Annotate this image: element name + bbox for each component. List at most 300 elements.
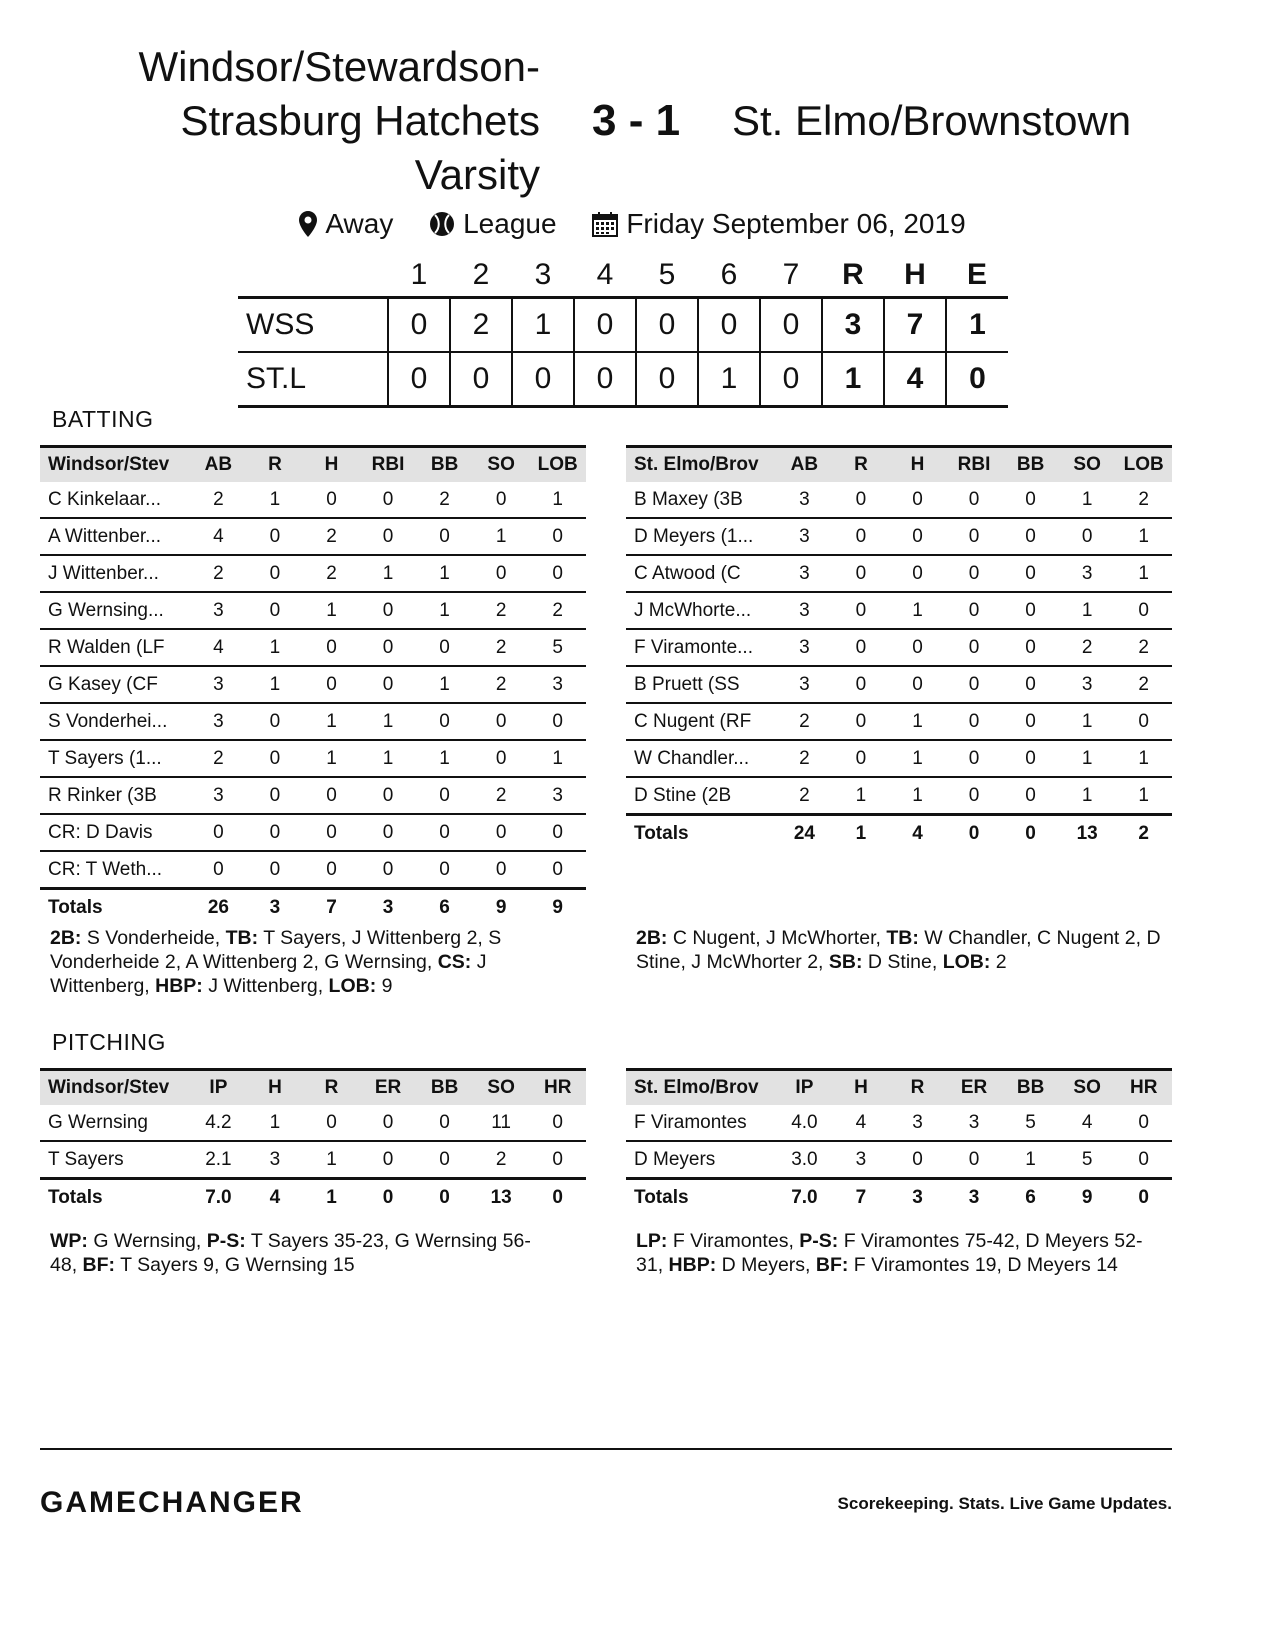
player-row <box>40 703 586 740</box>
stat-cell: 1 <box>1081 784 1093 806</box>
home-team-line: Windsor/Stewardson- <box>138 43 540 90</box>
batting-section-title: BATTING <box>52 406 154 432</box>
stat-column-header: SO <box>473 447 530 483</box>
stat-cell: 1 <box>416 592 473 629</box>
stat-cell: 1 <box>326 1148 337 1170</box>
totals-cell: 1 <box>303 1179 360 1216</box>
stat-cell: 0 <box>473 703 530 740</box>
stat-cell: 3 <box>529 777 586 814</box>
home-pitching-table <box>40 1068 586 1215</box>
stat-cell: 3 <box>776 629 833 666</box>
stat-cell: 3 <box>776 482 833 518</box>
stat-cell: 2 <box>190 740 247 777</box>
stat-cell: 0 <box>529 555 586 592</box>
player-row <box>40 814 586 851</box>
totals-cell: 13 <box>473 1179 530 1216</box>
stat-column-header: HR <box>1115 1070 1172 1106</box>
stat-column-header: H <box>247 1070 304 1106</box>
player-row <box>40 740 586 777</box>
stat-column-header: RBI <box>946 447 1003 483</box>
stat-cell: 0 <box>552 1148 563 1170</box>
totals-cell: 0 <box>1115 1179 1172 1216</box>
team-abbr: WSS <box>238 298 388 353</box>
stat-cell: 0 <box>968 784 980 806</box>
home-team-line: Strasburg Hatchets <box>180 97 540 144</box>
stat-cell: 2 <box>473 777 530 814</box>
stat-column-header: IP <box>776 1070 833 1106</box>
note-label: P-S: <box>799 1230 839 1252</box>
note-label: SB: <box>828 951 863 973</box>
stat-cell: 3 <box>1059 666 1116 703</box>
player-name: CR: D Davis <box>40 814 190 851</box>
stat-cell: 5 <box>1002 1105 1059 1141</box>
stat-cell: 3 <box>776 666 833 703</box>
stat-cell: 0 <box>833 703 890 740</box>
home-batting-notes <box>50 926 550 998</box>
totals-cell: 7.0 <box>776 1179 833 1216</box>
stat-cell: 2 <box>190 482 247 518</box>
team-column-header: St. Elmo/Brov <box>626 1070 776 1106</box>
stat-cell: 3 <box>529 666 586 703</box>
totals-label: Totals <box>626 815 776 852</box>
stat-cell: 3 <box>776 592 833 629</box>
totals-cell: 0 <box>529 1179 586 1216</box>
stat-column-header: SO <box>1059 1070 1116 1106</box>
note-label: LP: <box>636 1230 668 1252</box>
hits-total: 7 <box>884 298 946 353</box>
note-text: 9 <box>376 975 393 997</box>
stat-cell: 0 <box>1002 666 1059 703</box>
stat-cell: 4 <box>1059 1105 1116 1141</box>
baseball-icon <box>429 211 455 237</box>
totals-row <box>626 1179 1172 1216</box>
stat-cell: 0 <box>833 482 890 518</box>
note-text: T Sayers 35-23, G Wernsing 56-48, <box>50 1230 531 1276</box>
player-row <box>626 629 1172 666</box>
stat-cell: 3 <box>190 703 247 740</box>
line-score-row <box>238 352 1008 407</box>
inning-header: 6 <box>720 258 738 291</box>
totals-cell: 9 <box>1059 1179 1116 1216</box>
totals-cell: 1 <box>833 815 890 852</box>
runs-header: R <box>842 258 864 291</box>
note-label: LOB: <box>942 951 991 973</box>
stat-cell: 0 <box>946 555 1003 592</box>
player-name: R Walden (LF <box>40 629 190 666</box>
location-label: Away <box>325 208 394 239</box>
stat-column-header: LOB <box>1115 447 1172 483</box>
team-column-header: St. Elmo/Brov <box>626 447 776 483</box>
stat-cell: 2.1 <box>205 1148 232 1170</box>
home-team-line: Varsity <box>414 151 540 198</box>
note-text: F Viramontes 75-42, D Meyers 52-31, <box>636 1230 1143 1276</box>
stat-cell: 0 <box>247 777 304 814</box>
stat-cell: 1 <box>529 740 586 777</box>
player-name: W Chandler... <box>626 740 776 777</box>
stat-cell: 0 <box>889 629 946 666</box>
stat-cell: 1 <box>1115 555 1172 592</box>
totals-cell: 6 <box>416 889 473 926</box>
stat-cell: 3 <box>889 1105 946 1141</box>
stat-cell: 1 <box>416 555 473 592</box>
stat-cell: 1 <box>1059 482 1116 518</box>
stat-cell: 0 <box>529 703 586 740</box>
stat-cell: 0 <box>303 1105 360 1141</box>
totals-cell: 0 <box>946 815 1003 852</box>
stat-cell: 1 <box>247 1105 304 1141</box>
stat-column-header: H <box>833 1070 890 1106</box>
runs-total: 3 <box>822 298 884 353</box>
player-row <box>626 518 1172 555</box>
stat-column-header: RBI <box>360 447 417 483</box>
stat-cell: 0 <box>416 1105 473 1141</box>
stat-column-header: SO <box>473 1070 530 1106</box>
stat-cell: 3.0 <box>791 1148 818 1170</box>
stat-cell: 3 <box>946 1105 1003 1141</box>
hits-header: H <box>904 258 926 291</box>
stat-cell: 3 <box>855 1148 867 1170</box>
totals-cell: 24 <box>776 815 833 852</box>
note-text: F Viramontes, <box>667 1230 800 1252</box>
away-batting-notes <box>636 926 1166 974</box>
stat-cell: 0 <box>416 777 473 814</box>
player-row <box>626 740 1172 777</box>
location-meta <box>299 208 393 240</box>
player-name: C Atwood (C <box>626 555 776 592</box>
stat-cell: 1 <box>889 703 946 740</box>
stat-cell: 11 <box>473 1105 530 1141</box>
note-label: LOB: <box>328 975 377 997</box>
footer-tagline: Scorekeeping. Stats. Live Game Updates. <box>837 1494 1172 1513</box>
stat-column-header: ER <box>946 1070 1003 1106</box>
home-pitching-notes <box>50 1229 550 1277</box>
stat-cell: 0 <box>247 555 304 592</box>
stat-header-row <box>40 1070 586 1106</box>
inning-header: 3 <box>534 258 552 291</box>
errors-header: E <box>966 258 987 291</box>
inning-score: 0 <box>760 298 822 353</box>
inning-header: 4 <box>596 258 614 291</box>
stat-cell: 3 <box>190 666 247 703</box>
stat-cell: 1 <box>360 703 417 740</box>
final-score: 3 - 1 <box>592 96 681 145</box>
player-row <box>626 1105 1172 1141</box>
stat-cell: 0 <box>833 666 890 703</box>
stat-cell: 0 <box>1059 518 1116 555</box>
hits-total: 4 <box>884 352 946 407</box>
stat-cell: 1 <box>1059 740 1116 777</box>
player-name: D Meyers <box>634 1148 716 1170</box>
game-meta <box>0 208 1265 244</box>
stat-column-header: H <box>889 447 946 483</box>
note-label: BF: <box>815 1254 849 1276</box>
stat-cell: 1 <box>416 666 473 703</box>
inning-score: 2 <box>450 298 512 353</box>
stat-column-header: R <box>889 1070 946 1106</box>
player-name: J McWhorte... <box>626 592 776 629</box>
player-row <box>40 666 586 703</box>
stat-cell: 4 <box>190 518 247 555</box>
inning-score: 0 <box>760 352 822 407</box>
stat-cell: 2 <box>1059 629 1116 666</box>
note-text: W Chandler, C Nugent 2, D Stine, J McWhorter 2, <box>636 927 1161 973</box>
stat-cell: 2 <box>473 629 530 666</box>
note-text: J Wittenberg, <box>50 951 487 997</box>
stat-cell: 0 <box>1115 1105 1172 1141</box>
stat-cell: 3 <box>269 1148 281 1170</box>
inning-header: 7 <box>782 258 800 291</box>
stat-cell: 0 <box>889 518 946 555</box>
note-label: WP: <box>50 1230 88 1252</box>
totals-cell: 3 <box>946 1179 1003 1216</box>
totals-cell: 9 <box>473 889 530 926</box>
stat-cell: 0 <box>833 518 890 555</box>
stat-cell: 1 <box>1059 592 1116 629</box>
line-score-header <box>238 254 1008 298</box>
player-name: G Wernsing... <box>40 592 190 629</box>
stat-cell: 4 <box>190 629 247 666</box>
stat-cell: 0 <box>946 592 1003 629</box>
stat-cell: 0 <box>552 858 563 880</box>
stat-cell: 0 <box>360 666 417 703</box>
stat-cell: 0 <box>473 740 530 777</box>
totals-cell: 4 <box>247 1179 304 1216</box>
player-row <box>626 777 1172 815</box>
player-name: F Viramontes <box>626 1105 776 1141</box>
note-label: HBP: <box>155 975 203 997</box>
note-text: D Meyers, <box>716 1254 816 1276</box>
stat-cell: 1 <box>303 592 360 629</box>
game-type-meta <box>429 208 556 240</box>
player-name: T Sayers <box>48 1148 124 1170</box>
note-text: S Vonderheide, <box>81 927 226 949</box>
stat-cell: 0 <box>946 629 1003 666</box>
note-label: 2B: <box>50 927 82 949</box>
totals-cell: 0 <box>416 1179 473 1216</box>
away-batting-table <box>626 445 1172 851</box>
stat-header-row <box>626 1070 1172 1106</box>
stat-cell: 1 <box>473 518 530 555</box>
stat-cell: 0 <box>416 629 473 666</box>
stat-cell: 4.0 <box>776 1105 833 1141</box>
stat-cell: 0 <box>303 666 360 703</box>
stat-cell: 0 <box>1002 555 1059 592</box>
stat-cell: 0 <box>833 592 890 629</box>
note-label: 2B: <box>636 927 668 949</box>
player-row <box>626 666 1172 703</box>
totals-cell: 7 <box>833 1179 890 1216</box>
inning-header: 5 <box>658 258 676 291</box>
player-name: C Nugent (RF <box>626 703 776 740</box>
stat-cell: 2 <box>1115 666 1172 703</box>
stat-cell: 0 <box>1002 740 1059 777</box>
stat-column-header: H <box>303 447 360 483</box>
stat-cell: 2 <box>799 784 810 806</box>
totals-cell: 6 <box>1002 1179 1059 1216</box>
stat-cell: 0 <box>439 858 450 880</box>
inning-score: 0 <box>512 352 574 407</box>
stat-cell: 1 <box>1138 784 1149 806</box>
gamechanger-logo: GAMECHANGER <box>40 1486 304 1519</box>
player-row <box>626 592 1172 629</box>
stat-cell: 3 <box>776 555 833 592</box>
stat-cell: 0 <box>360 592 417 629</box>
stat-column-header: LOB <box>529 447 586 483</box>
stat-column-header: R <box>303 1070 360 1106</box>
stat-column-header: AB <box>776 447 833 483</box>
away-pitching-table <box>626 1068 1172 1215</box>
stat-cell: 0 <box>382 858 394 880</box>
inning-score: 0 <box>388 298 450 353</box>
stat-column-header: SO <box>1059 447 1116 483</box>
stat-cell: 5 <box>529 629 586 666</box>
errors-total: 0 <box>946 352 1008 407</box>
stat-cell: 0 <box>833 555 890 592</box>
stat-cell: 0 <box>529 814 586 851</box>
stat-cell: 0 <box>247 814 304 851</box>
stat-cell: 1 <box>1115 518 1172 555</box>
stat-cell: 0 <box>495 858 507 880</box>
inning-score: 0 <box>636 352 698 407</box>
stat-cell: 2 <box>473 666 530 703</box>
stat-cell: 0 <box>946 482 1003 518</box>
stat-cell: 4.2 <box>190 1105 247 1141</box>
stat-cell: 0 <box>1115 703 1172 740</box>
pitching-section-title: PITCHING <box>52 1029 166 1055</box>
stat-cell: 0 <box>303 814 360 851</box>
player-row <box>40 851 586 889</box>
date-label: Friday September 06, 2019 <box>626 208 966 239</box>
stat-cell: 0 <box>416 703 473 740</box>
stat-cell: 2 <box>776 703 833 740</box>
inning-header: 1 <box>410 258 428 291</box>
stat-cell: 0 <box>303 777 360 814</box>
stat-cell: 0 <box>889 482 946 518</box>
team-column-header: Windsor/Stev <box>40 1070 190 1106</box>
inning-score: 0 <box>388 352 450 407</box>
stat-cell: 0 <box>269 858 281 880</box>
inning-score: 0 <box>450 352 512 407</box>
note-text: D Stine, <box>862 951 943 973</box>
stat-column-header: BB <box>1002 1070 1059 1106</box>
stat-cell: 0 <box>529 518 586 555</box>
note-text: G Wernsing, <box>87 1230 207 1252</box>
stat-cell: 0 <box>1115 592 1172 629</box>
stat-cell: 1 <box>416 740 473 777</box>
totals-cell: 3 <box>247 889 304 926</box>
stat-cell: 0 <box>946 666 1003 703</box>
note-text: 2 <box>990 951 1007 973</box>
note-text: C Nugent, J McWhorter, <box>667 927 887 949</box>
stat-cell: 0 <box>473 814 530 851</box>
player-name: J Wittenber... <box>40 555 190 592</box>
stat-cell: 0 <box>473 555 530 592</box>
stat-cell: 0 <box>247 592 304 629</box>
stat-cell: 0 <box>439 1148 450 1170</box>
stat-cell: 0 <box>247 740 304 777</box>
stat-cell: 1 <box>912 784 923 806</box>
stat-cell: 1 <box>855 784 867 806</box>
stat-cell: 1 <box>360 740 417 777</box>
stat-cell: 0 <box>360 1105 417 1141</box>
date-meta <box>592 208 965 240</box>
note-label: HBP: <box>668 1254 717 1276</box>
errors-total: 1 <box>946 298 1008 353</box>
stat-cell: 5 <box>1081 1148 1093 1170</box>
stat-cell: 0 <box>360 777 417 814</box>
stat-cell: 1 <box>247 629 304 666</box>
away-team-name: St. Elmo/Brownstown <box>732 97 1132 144</box>
stat-cell: 2 <box>1115 482 1172 518</box>
player-name: D Stine (2B <box>634 784 732 806</box>
footer-divider <box>40 1448 1172 1450</box>
stat-cell: 1 <box>303 740 360 777</box>
inning-score: 0 <box>698 298 760 353</box>
totals-row <box>40 889 586 926</box>
inning-score: 1 <box>698 352 760 407</box>
stat-column-header: BB <box>1002 447 1059 483</box>
stat-cell: 3 <box>1059 555 1116 592</box>
stat-cell: 0 <box>416 518 473 555</box>
player-row <box>626 703 1172 740</box>
stat-cell: 0 <box>303 629 360 666</box>
stat-cell: 0 <box>1002 518 1059 555</box>
stat-cell: 0 <box>529 1105 586 1141</box>
line-score-table <box>238 254 1008 408</box>
map-pin-icon <box>299 211 317 237</box>
player-name: G Kasey (CF <box>40 666 190 703</box>
totals-cell: 0 <box>360 1179 417 1216</box>
stat-cell: 0 <box>1002 482 1059 518</box>
stat-cell: 3 <box>190 777 247 814</box>
stat-cell: 0 <box>833 740 890 777</box>
stat-column-header: HR <box>529 1070 586 1106</box>
player-row <box>626 1141 1172 1179</box>
stat-cell: 1 <box>1025 1148 1036 1170</box>
stat-column-header: ER <box>360 1070 417 1106</box>
totals-cell: 3 <box>360 889 417 926</box>
player-row <box>40 555 586 592</box>
stat-cell: 1 <box>360 555 417 592</box>
note-text: T Sayers, J Wittenberg 2, S Vonderheide 2, A Wittenberg 2, G Wernsing, <box>50 927 502 973</box>
stat-header-row <box>40 447 586 483</box>
away-pitching-notes <box>636 1229 1166 1277</box>
stat-cell: 1 <box>303 703 360 740</box>
player-name: C Kinkelaar... <box>40 482 190 518</box>
stat-cell: 0 <box>889 666 946 703</box>
stat-cell: 2 <box>473 592 530 629</box>
note-label: BF: <box>82 1254 116 1276</box>
totals-row <box>626 815 1172 852</box>
stat-cell: 1 <box>889 740 946 777</box>
stat-cell: 0 <box>247 518 304 555</box>
stat-cell: 0 <box>1002 592 1059 629</box>
stat-cell: 0 <box>190 814 247 851</box>
stat-cell: 0 <box>912 1148 923 1170</box>
stat-cell: 0 <box>1138 1148 1149 1170</box>
note-label: P-S: <box>206 1230 246 1252</box>
stat-cell: 1 <box>1115 740 1172 777</box>
inning-score: 1 <box>512 298 574 353</box>
stat-cell: 0 <box>360 518 417 555</box>
player-row <box>40 629 586 666</box>
inning-score: 0 <box>574 352 636 407</box>
totals-cell: 2 <box>1115 815 1172 852</box>
totals-label: Totals <box>626 1179 776 1216</box>
stat-cell: 2 <box>303 518 360 555</box>
player-name: G Wernsing <box>40 1105 190 1141</box>
stat-cell: 0 <box>473 482 530 518</box>
